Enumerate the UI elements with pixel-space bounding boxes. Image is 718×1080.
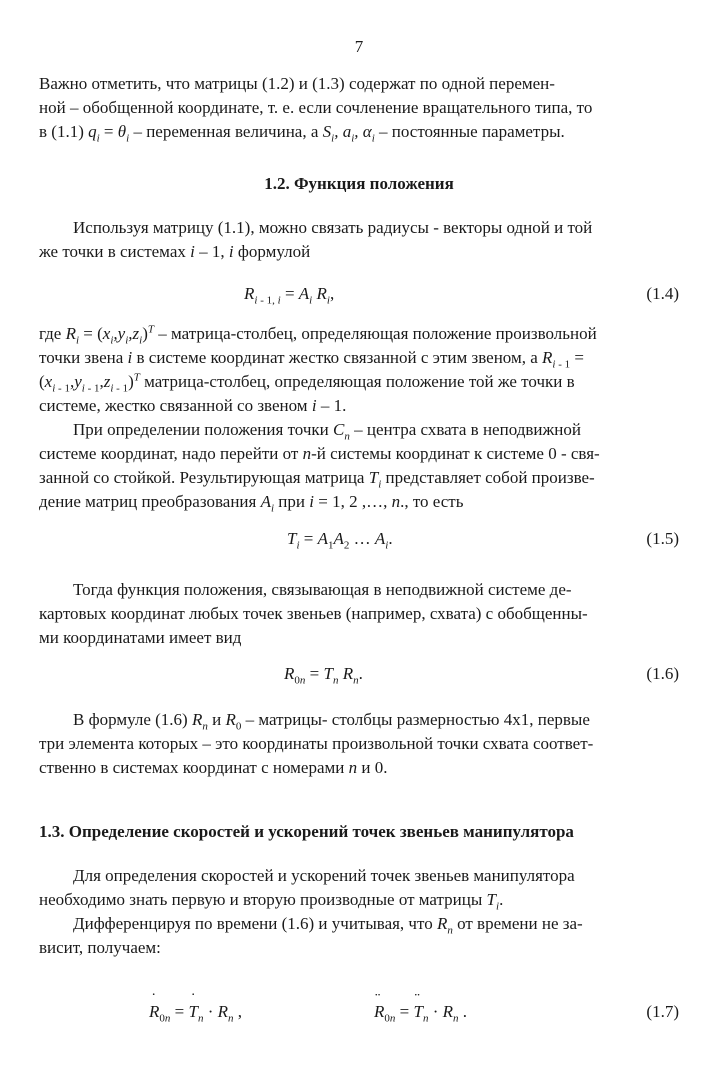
text-line: Для определения скоростей и ускорений точек звеньев манипулятора (73, 866, 575, 885)
text-line: Дифференцируя по времени (1.6) и учитывая, что $R_n$ от времени не за- (73, 914, 583, 937)
paragraph-5 (39, 578, 679, 650)
text-line: системе координат, надо перейти от n-й системы координат к системе 0 - свя- (39, 444, 600, 463)
text-line: ной – обобщенной координате, т. е. если сочленение вращательного типа, то (39, 98, 593, 117)
equation-number: (1.4) (646, 284, 679, 303)
section-heading-1-2: 1.2. Функция положения (264, 174, 454, 193)
equation-expression-velocity: ˙ $R_{0n}$ = ˙ $T_n \cdot R_n$ , (149, 1000, 242, 1024)
equation-number: (1.5) (646, 529, 679, 548)
equation-expression-acceleration: ¨ $R_{0n}$ = ¨ $T_n \cdot R_n$ . (374, 1000, 467, 1024)
text-line: где $R_i = (x_i,y_i,z_i)^T$ – матрица-столбец, определяющая положение произвольной (39, 323, 597, 347)
text-line: ственно в системах координат с номерами n и 0. (39, 758, 388, 777)
text-line: системе, жестко связанной со звеном i – 1. (39, 396, 347, 415)
text-line: в (1.1) $q_i = \theta_i$ – переменная величина, а $S_i$, $a_i$, $\alpha_i$ – постоянные параметры. (39, 122, 565, 145)
paragraph-4 (39, 418, 679, 514)
text-line: висит, получаем: (39, 938, 161, 957)
text-line: Важно отметить, что матрицы (1.2) и (1.3) содержат по одной перемен- (39, 74, 555, 93)
paragraph-2 (39, 216, 679, 264)
text-line: Тогда функция положения, связывающая в неподвижной системе де- (73, 580, 572, 599)
equation-expression: $R_{i - 1, i} = A_i$ $R_i$, (244, 284, 335, 307)
text-line: В формуле (1.6) $R_n$ и $R_0$ – матрицы- столбцы размерностью 4х1, первые (73, 710, 590, 733)
equation-expression: $R_{0n} = T_n$ $R_n$. (284, 664, 363, 687)
text-line: Используя матрицу (1.1), можно связать радиусы - векторы одной и той (73, 218, 593, 237)
equation-expression: $T_i = A_1A_2$ … $A_i$. (287, 529, 393, 552)
text-line: точки звена i в системе координат жестко связанной с этим звеном, а $R_{i - 1}$ = (39, 348, 584, 371)
equation-number: (1.7) (646, 1002, 679, 1021)
page-number: 7 (354, 37, 364, 56)
equation-1-6 (39, 662, 679, 688)
text-line: необходимо знать первую и вторую производные от матрицы $T_i$. (39, 890, 504, 913)
equation-1-4 (39, 282, 679, 308)
text-line: $(x_{i - 1},y_{i - 1},z_{i - 1})^T$ матрица-столбец, определяющая положение той же точки в (39, 371, 575, 395)
paragraph-1 (39, 72, 679, 144)
text-line: дение матриц преобразования $A_i$ при i = 1, 2 ,…, n., то есть (39, 492, 464, 515)
paragraph-7 (39, 864, 679, 912)
equation-1-7 (39, 1000, 679, 1026)
equation-number: (1.6) (646, 664, 679, 683)
text-line: же точки в системах i – 1, i формулой (39, 242, 311, 261)
equation-1-5 (39, 527, 679, 553)
text-line: При определении положения точки $C_n$ – центра схвата в неподвижной (73, 420, 581, 443)
paragraph-6 (39, 708, 679, 780)
section-heading-1-3: 1.3. Определение скоростей и ускорений точек звеньев манипулятора (39, 822, 574, 841)
paragraph-8 (39, 912, 679, 960)
text-line: ми координатами имеет вид (39, 628, 242, 647)
text-line: картовых координат любых точек звеньев (например, схвата) с обобщенны- (39, 604, 588, 623)
text-line: занной со стойкой. Результирующая матрица $T_i$ представляет собой произве- (39, 468, 595, 491)
text-line: три элемента которых – это координаты произвольной точки схвата соответ- (39, 734, 594, 753)
paragraph-3 (39, 322, 679, 418)
